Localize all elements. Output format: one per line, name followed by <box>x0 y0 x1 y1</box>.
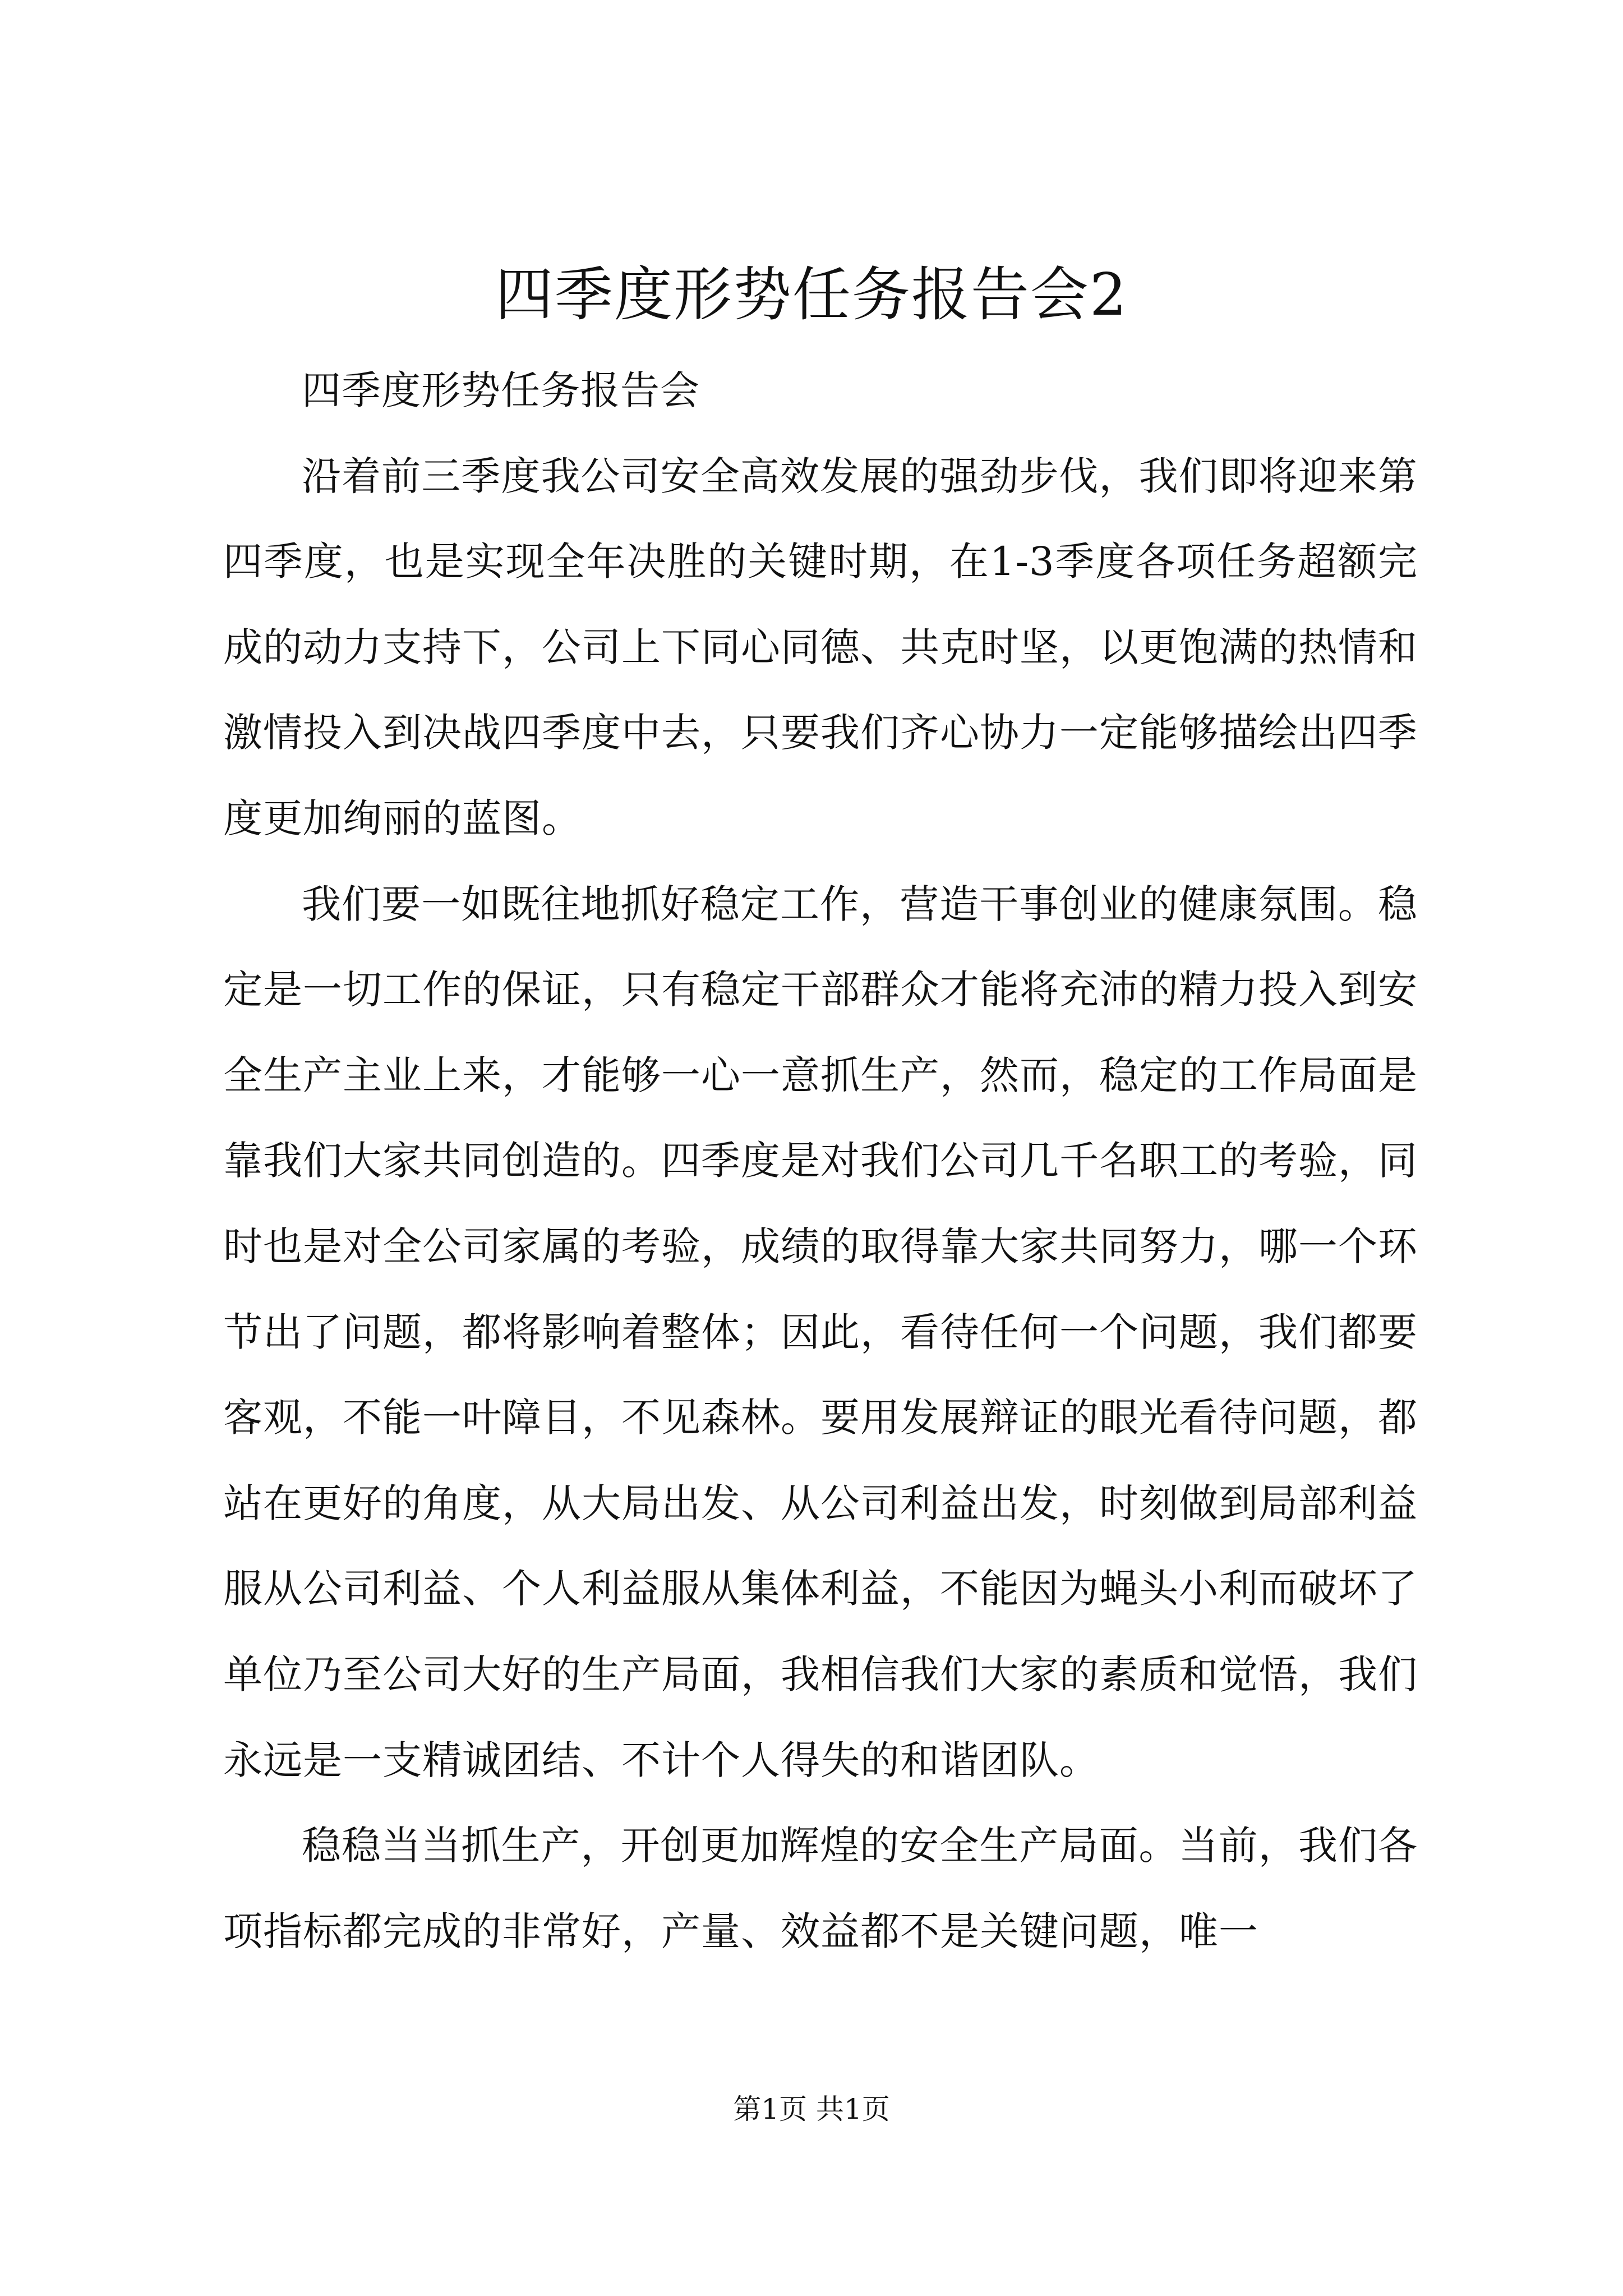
paragraph-2: 我们要一如既往地抓好稳定工作，营造干事创业的健康氛围。稳定是一切工作的保证，只有稳定干部群众才能将充沛的精力投入到安全生产主业上来，才能够一心一意抓生产，然而，稳定的工作局面是靠我们大家共同创造的。四季度是对我们公司几千名职工的考验，同时也是对全公司家属的考验，成绩的取得靠大家共同努力，哪一个环节出了问题，都将影响着整体；因此，看待任何一个问题，我们都要客观，不能一叶障目，不见森林。要用发展辩证的眼光看待问题，都站在更好的角度，从大局出发、从公司利益出发，时刻做到局部利益服从公司利益、个人利益服从集体利益，不能因为蝇头小利而破坏了单位乃至公司大好的生产局面，我相信我们大家的素质和觉悟，我们永远是一支精诚团结、不计个人得失的和谐团队。 <box>223 881 1418 1783</box>
page-footer: 第1页 共1页 <box>733 2093 890 2125</box>
paragraph-subtitle: 四季度形势任务报告会 <box>302 367 700 413</box>
paragraph-3: 稳稳当当抓生产，开创更加辉煌的安全生产局面。当前，我们各项指标都完成的非常好，产量、效益都不是关键问题，唯一 <box>223 1823 1418 1954</box>
document-title: 四季度形势任务报告会2 <box>495 260 1128 329</box>
paragraph-1: 沿着前三季度我公司安全高效发展的强劲步伐，我们即将迎来第四季度，也是实现全年决胜的关键时期，在1-3季度各项任务超额完成的动力支持下，公司上下同心同德、共克时坚，以更饱满的热情和激情投入到决战四季度中去，只要我们齐心协力一定能够描绘出四季度更加绚丽的蓝图。 <box>223 453 1418 841</box>
document-body <box>223 348 1418 1974</box>
